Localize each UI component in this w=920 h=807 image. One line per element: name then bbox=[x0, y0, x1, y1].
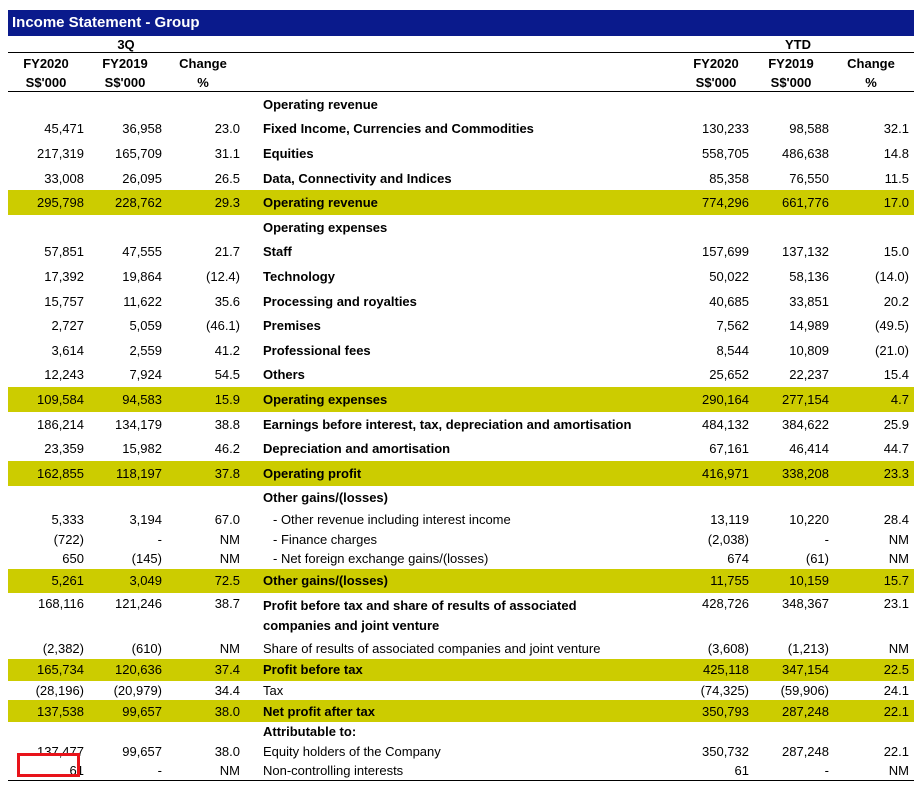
cell-ytd-fy2020: 85,358 bbox=[709, 170, 749, 186]
cell-3q-fy2020 bbox=[8, 92, 88, 117]
cell-ytd-change: 25.9 bbox=[883, 416, 909, 432]
cell-3q-fy2020 bbox=[8, 722, 88, 742]
cell-ytd-fy2020: 50,022 bbox=[709, 268, 749, 284]
cell-3q-change: 54.5 bbox=[214, 367, 240, 383]
cell-3q-fy2020: 61 bbox=[69, 762, 84, 778]
table-row bbox=[8, 412, 914, 437]
row-label: Share of results of associated companies and joint venture bbox=[263, 641, 601, 657]
cell-ytd-fy2020: 774,296 bbox=[702, 195, 749, 211]
cell-3q-change: 15.9 bbox=[214, 391, 240, 407]
cell-ytd-change bbox=[833, 486, 913, 511]
header-group-row bbox=[8, 36, 914, 53]
header-ytd-change: Change bbox=[847, 55, 895, 71]
cell-3q-change: 38.8 bbox=[214, 416, 240, 432]
unit-ytd-fy2019: S$'000 bbox=[770, 74, 812, 90]
cell-ytd-fy2019: 137,132 bbox=[782, 244, 829, 260]
cell-3q-fy2020 bbox=[8, 486, 88, 511]
cell-3q-change: NM bbox=[219, 551, 240, 567]
cell-ytd-fy2020: 157,699 bbox=[702, 244, 749, 260]
row-label: Equities bbox=[263, 145, 314, 161]
row-label: Professional fees bbox=[263, 342, 371, 358]
cell-ytd-fy2019: - bbox=[824, 531, 829, 547]
row-label: Non-controlling interests bbox=[263, 762, 404, 778]
cell-ytd-fy2020: (3,608) bbox=[707, 641, 749, 657]
cell-ytd-change: 28.4 bbox=[883, 512, 909, 528]
cell-3q-fy2020: (28,196) bbox=[35, 682, 84, 698]
cell-ytd-fy2020 bbox=[683, 92, 753, 117]
cell-ytd-change: 20.2 bbox=[883, 293, 909, 309]
cell-ytd-fy2019: 338,208 bbox=[782, 465, 829, 481]
cell-3q-fy2020: (722) bbox=[53, 531, 84, 547]
cell-ytd-fy2019: (61) bbox=[805, 551, 829, 567]
cell-ytd-fy2019: 10,220 bbox=[789, 512, 829, 528]
table-row bbox=[8, 141, 914, 166]
cell-3q-fy2019: 36,958 bbox=[122, 121, 162, 137]
row-label: Operating revenue bbox=[263, 195, 378, 211]
row-label: - Other revenue including interest income bbox=[273, 512, 511, 528]
cell-3q-fy2019 bbox=[88, 486, 166, 511]
cell-ytd-fy2020: 425,118 bbox=[702, 662, 749, 678]
cell-3q-fy2020: 295,798 bbox=[37, 195, 84, 211]
cell-3q-change bbox=[166, 215, 244, 240]
cell-ytd-fy2019: 277,154 bbox=[782, 391, 829, 407]
header-3q-change: Change bbox=[179, 55, 227, 71]
cell-ytd-fy2020: 350,732 bbox=[702, 743, 749, 759]
income-statement bbox=[8, 10, 914, 781]
cell-ytd-fy2019: 98,588 bbox=[789, 121, 829, 137]
cell-ytd-fy2020: (2,038) bbox=[707, 531, 749, 547]
row-label: Operating expenses bbox=[263, 391, 388, 407]
table-row-total bbox=[8, 190, 914, 215]
row-label: Equity holders of the Company bbox=[263, 743, 441, 759]
cell-ytd-change bbox=[833, 722, 913, 742]
table-row bbox=[8, 313, 914, 338]
row-label: Other gains/(losses) bbox=[263, 490, 388, 506]
row-label: Operating profit bbox=[263, 465, 362, 481]
cell-3q-fy2019: (20,979) bbox=[113, 682, 162, 698]
cell-3q-fy2019: 15,982 bbox=[122, 441, 162, 457]
cell-3q-change: 38.7 bbox=[214, 596, 240, 612]
table-row bbox=[8, 681, 914, 701]
cell-3q-fy2019: 118,197 bbox=[115, 465, 162, 481]
cell-3q-change bbox=[166, 486, 244, 511]
cell-3q-fy2020: 168,116 bbox=[37, 596, 84, 612]
cell-3q-fy2019: 3,049 bbox=[129, 573, 162, 589]
table-row bbox=[8, 92, 914, 117]
table-title: Income Statement - Group bbox=[8, 10, 914, 36]
cell-3q-fy2020: 17,392 bbox=[44, 268, 84, 284]
cell-3q-fy2019 bbox=[88, 722, 166, 742]
cell-ytd-change: 15.4 bbox=[883, 367, 909, 383]
cell-ytd-fy2019: 22,237 bbox=[789, 367, 829, 383]
cell-ytd-change: 23.3 bbox=[883, 465, 909, 481]
group-header-3q: 3Q bbox=[117, 36, 135, 52]
cell-3q-fy2020: 12,243 bbox=[44, 367, 84, 383]
cell-3q-change: 37.4 bbox=[214, 662, 240, 678]
cell-ytd-fy2019 bbox=[753, 722, 833, 742]
table-row bbox=[8, 436, 914, 461]
cell-3q-change: 34.4 bbox=[214, 682, 240, 698]
cell-ytd-change: (14.0) bbox=[875, 268, 909, 284]
row-label: Premises bbox=[263, 318, 321, 334]
header-3q-fy2020: FY2020 bbox=[23, 55, 69, 71]
cell-ytd-change: (49.5) bbox=[875, 318, 909, 334]
cell-3q-fy2020: 15,757 bbox=[44, 293, 84, 309]
cell-3q-change: 38.0 bbox=[214, 703, 240, 719]
cell-ytd-change: NM bbox=[888, 531, 909, 547]
cell-3q-change: 72.5 bbox=[214, 573, 240, 589]
cell-3q-change bbox=[166, 722, 244, 742]
cell-3q-fy2019 bbox=[88, 92, 166, 117]
cell-3q-change: 23.0 bbox=[214, 121, 240, 137]
cell-3q-fy2020: 2,727 bbox=[51, 318, 84, 334]
cell-ytd-fy2019: 58,136 bbox=[789, 268, 829, 284]
cell-ytd-change: 17.0 bbox=[883, 195, 909, 211]
table-row-total bbox=[8, 569, 914, 594]
cell-3q-fy2019: (145) bbox=[131, 551, 162, 567]
group-header-ytd: YTD bbox=[785, 36, 811, 52]
cell-3q-change: 67.0 bbox=[214, 512, 240, 528]
cell-3q-change: 37.8 bbox=[214, 465, 240, 481]
cell-3q-change: (46.1) bbox=[206, 318, 240, 334]
table-row bbox=[8, 761, 914, 781]
cell-ytd-change: 14.8 bbox=[883, 145, 909, 161]
cell-ytd-fy2020: 484,132 bbox=[702, 416, 749, 432]
table-row bbox=[8, 510, 914, 530]
row-label: - Finance charges bbox=[273, 531, 378, 547]
table-row-total bbox=[8, 461, 914, 486]
cell-ytd-fy2020: 13,119 bbox=[710, 512, 749, 528]
table-row bbox=[8, 742, 914, 762]
cell-ytd-fy2019: 46,414 bbox=[789, 441, 829, 457]
cell-3q-fy2019: 99,657 bbox=[122, 703, 162, 719]
cell-3q-fy2019: 2,559 bbox=[129, 342, 162, 358]
cell-ytd-fy2019 bbox=[753, 486, 833, 511]
cell-3q-fy2019: - bbox=[157, 531, 162, 547]
cell-3q-fy2020: 217,319 bbox=[37, 145, 84, 161]
row-label: Net profit after tax bbox=[263, 703, 375, 719]
cell-3q-fy2020: 186,214 bbox=[37, 416, 84, 432]
table-row bbox=[8, 549, 914, 569]
table-row bbox=[8, 215, 914, 240]
cell-ytd-fy2019: (59,906) bbox=[780, 682, 829, 698]
cell-3q-fy2019: (610) bbox=[131, 641, 162, 657]
cell-ytd-fy2020: 674 bbox=[727, 551, 749, 567]
cell-ytd-fy2020: 11,755 bbox=[710, 573, 749, 589]
cell-3q-fy2020: 109,584 bbox=[37, 391, 84, 407]
table-row bbox=[8, 338, 914, 363]
cell-ytd-change: 22.1 bbox=[883, 703, 909, 719]
table-row bbox=[8, 486, 914, 511]
cell-ytd-fy2019 bbox=[753, 215, 833, 240]
cell-3q-fy2019: 7,924 bbox=[129, 367, 162, 383]
cell-3q-fy2019: 11,622 bbox=[123, 293, 162, 309]
unit-ytd-change: % bbox=[865, 74, 877, 90]
header-unit-row bbox=[8, 73, 914, 92]
cell-3q-fy2020: 137,538 bbox=[37, 703, 84, 719]
cell-3q-change: 46.2 bbox=[214, 441, 240, 457]
cell-ytd-change: 11.5 bbox=[884, 170, 909, 186]
cell-3q-fy2020: 23,359 bbox=[44, 441, 84, 457]
cell-ytd-fy2020: 25,652 bbox=[709, 367, 749, 383]
header-ytd-fy2020: FY2020 bbox=[693, 55, 739, 71]
cell-3q-change bbox=[166, 92, 244, 117]
table-row bbox=[8, 530, 914, 550]
table-row bbox=[8, 363, 914, 388]
cell-ytd-fy2019: - bbox=[824, 762, 829, 778]
row-label: Fixed Income, Currencies and Commodities bbox=[263, 121, 534, 137]
table-body bbox=[8, 92, 914, 781]
cell-3q-fy2019: 47,555 bbox=[122, 244, 162, 260]
cell-ytd-fy2020: 67,161 bbox=[709, 441, 749, 457]
cell-3q-fy2020: 5,333 bbox=[51, 512, 84, 528]
row-label: Technology bbox=[263, 268, 335, 284]
cell-3q-fy2020: (2,382) bbox=[42, 641, 84, 657]
unit-3q-fy2020: S$'000 bbox=[25, 74, 67, 90]
cell-ytd-change: 22.1 bbox=[883, 743, 909, 759]
cell-3q-fy2020: 33,008 bbox=[44, 170, 84, 186]
cell-3q-change: 38.0 bbox=[214, 743, 240, 759]
table-row bbox=[8, 166, 914, 191]
cell-3q-fy2020: 162,855 bbox=[37, 465, 84, 481]
cell-3q-change: NM bbox=[219, 531, 240, 547]
table-row bbox=[8, 593, 914, 639]
cell-ytd-fy2020: 7,562 bbox=[716, 318, 749, 334]
cell-3q-fy2019: - bbox=[157, 762, 162, 778]
cell-ytd-change: 4.7 bbox=[890, 391, 909, 407]
cell-ytd-change: 44.7 bbox=[883, 441, 909, 457]
table-row bbox=[8, 289, 914, 314]
cell-ytd-change: 24.1 bbox=[883, 682, 909, 698]
cell-3q-fy2019: 19,864 bbox=[122, 268, 162, 284]
cell-ytd-fy2020: 130,233 bbox=[702, 121, 749, 137]
cell-3q-fy2019 bbox=[88, 215, 166, 240]
cell-ytd-fy2020: 416,971 bbox=[702, 465, 749, 481]
cell-3q-fy2019: 134,179 bbox=[115, 416, 162, 432]
table-row bbox=[8, 240, 914, 265]
cell-ytd-change: NM bbox=[888, 641, 909, 657]
row-label: Profit before tax and share of results of associated companies and joint venture bbox=[263, 598, 577, 634]
cell-ytd-fy2020: 61 bbox=[734, 762, 749, 778]
cell-ytd-fy2020: 350,793 bbox=[702, 703, 749, 719]
cell-3q-change: NM bbox=[219, 641, 240, 657]
unit-ytd-fy2020: S$'000 bbox=[695, 74, 737, 90]
row-label: Tax bbox=[263, 682, 284, 698]
cell-3q-fy2020 bbox=[8, 215, 88, 240]
table-row bbox=[8, 117, 914, 142]
cell-3q-fy2019: 165,709 bbox=[115, 145, 162, 161]
cell-ytd-fy2020: 428,726 bbox=[702, 596, 749, 612]
cell-3q-change: 41.2 bbox=[214, 342, 240, 358]
cell-ytd-change: 15.0 bbox=[883, 244, 909, 260]
row-label: Profit before tax bbox=[263, 662, 363, 678]
cell-3q-change: NM bbox=[219, 762, 240, 778]
cell-ytd-change: 23.1 bbox=[883, 596, 909, 612]
cell-3q-change: 26.5 bbox=[214, 170, 240, 186]
cell-ytd-fy2019: 76,550 bbox=[789, 170, 829, 186]
cell-ytd-fy2019: 287,248 bbox=[782, 703, 829, 719]
cell-ytd-fy2019: 14,989 bbox=[789, 318, 829, 334]
cell-3q-fy2020: 45,471 bbox=[44, 121, 84, 137]
table-row bbox=[8, 722, 914, 742]
cell-3q-fy2020: 3,614 bbox=[51, 342, 84, 358]
table-row-total bbox=[8, 700, 914, 722]
row-label: Depreciation and amortisation bbox=[263, 441, 451, 457]
cell-ytd-fy2019 bbox=[753, 92, 833, 117]
row-label: Staff bbox=[263, 244, 292, 260]
cell-ytd-fy2020: 8,544 bbox=[716, 342, 749, 358]
cell-3q-change: 21.7 bbox=[214, 244, 240, 260]
cell-3q-fy2019: 99,657 bbox=[122, 743, 162, 759]
cell-3q-fy2019: 94,583 bbox=[122, 391, 162, 407]
unit-3q-fy2019: S$'000 bbox=[104, 74, 146, 90]
cell-3q-fy2020: 57,851 bbox=[44, 244, 84, 260]
cell-3q-change: 29.3 bbox=[214, 195, 240, 211]
cell-ytd-change bbox=[833, 92, 913, 117]
cell-ytd-change: 22.5 bbox=[883, 662, 909, 678]
cell-ytd-change: 15.7 bbox=[883, 573, 909, 589]
cell-3q-fy2020: 650 bbox=[62, 551, 84, 567]
cell-3q-fy2020: 137,477 bbox=[37, 743, 84, 759]
cell-ytd-fy2019: 287,248 bbox=[782, 743, 829, 759]
cell-ytd-fy2019: 347,154 bbox=[782, 662, 829, 678]
header-3q-fy2019: FY2019 bbox=[102, 55, 148, 71]
table-row-total bbox=[8, 659, 914, 681]
row-label: - Net foreign exchange gains/(losses) bbox=[273, 551, 489, 567]
table-row-total bbox=[8, 387, 914, 412]
cell-ytd-fy2019: 10,809 bbox=[789, 342, 829, 358]
row-label: Attributable to: bbox=[263, 724, 357, 740]
cell-3q-fy2019: 121,246 bbox=[115, 596, 162, 612]
cell-3q-fy2020: 165,734 bbox=[37, 662, 84, 678]
cell-ytd-change: NM bbox=[888, 551, 909, 567]
row-label: Others bbox=[263, 367, 305, 383]
cell-ytd-fy2019: 384,622 bbox=[782, 416, 829, 432]
cell-ytd-change bbox=[833, 215, 913, 240]
row-label: Other gains/(losses) bbox=[263, 573, 388, 589]
row-label: Data, Connectivity and Indices bbox=[263, 170, 452, 186]
cell-3q-fy2019: 3,194 bbox=[129, 512, 162, 528]
header-ytd-fy2019: FY2019 bbox=[768, 55, 814, 71]
table-row bbox=[8, 639, 914, 659]
cell-ytd-fy2019: 348,367 bbox=[782, 596, 829, 612]
unit-3q-change: % bbox=[197, 74, 209, 90]
cell-3q-fy2019: 5,059 bbox=[129, 318, 162, 334]
cell-ytd-change: 32.1 bbox=[883, 121, 909, 137]
row-label: Operating expenses bbox=[263, 219, 388, 235]
row-label: Operating revenue bbox=[263, 96, 378, 112]
cell-3q-change: (12.4) bbox=[206, 268, 240, 284]
row-label: Processing and royalties bbox=[263, 293, 417, 309]
cell-ytd-fy2020 bbox=[683, 722, 753, 742]
cell-ytd-change: (21.0) bbox=[875, 342, 909, 358]
cell-ytd-fy2020: (74,325) bbox=[700, 682, 749, 698]
cell-ytd-fy2019: 661,776 bbox=[782, 195, 829, 211]
cell-ytd-fy2019: 33,851 bbox=[789, 293, 829, 309]
cell-ytd-fy2019: 486,638 bbox=[782, 145, 829, 161]
cell-ytd-fy2019: 10,159 bbox=[789, 573, 829, 589]
cell-3q-change: 31.1 bbox=[214, 145, 240, 161]
cell-3q-fy2019: 228,762 bbox=[115, 195, 162, 211]
cell-ytd-change: NM bbox=[888, 762, 909, 778]
cell-ytd-fy2020 bbox=[683, 215, 753, 240]
cell-ytd-fy2020: 558,705 bbox=[702, 145, 749, 161]
cell-3q-fy2020: 5,261 bbox=[51, 573, 84, 589]
cell-3q-fy2019: 120,636 bbox=[115, 662, 162, 678]
cell-ytd-fy2020: 40,685 bbox=[709, 293, 749, 309]
row-label: Earnings before interest, tax, depreciation and amortisation bbox=[263, 416, 632, 432]
cell-3q-fy2019: 26,095 bbox=[122, 170, 162, 186]
header-year-row bbox=[8, 53, 914, 73]
cell-3q-change: 35.6 bbox=[214, 293, 240, 309]
cell-ytd-fy2019: (1,213) bbox=[787, 641, 829, 657]
table-row bbox=[8, 264, 914, 289]
cell-ytd-fy2020 bbox=[683, 486, 753, 511]
cell-ytd-fy2020: 290,164 bbox=[702, 391, 749, 407]
